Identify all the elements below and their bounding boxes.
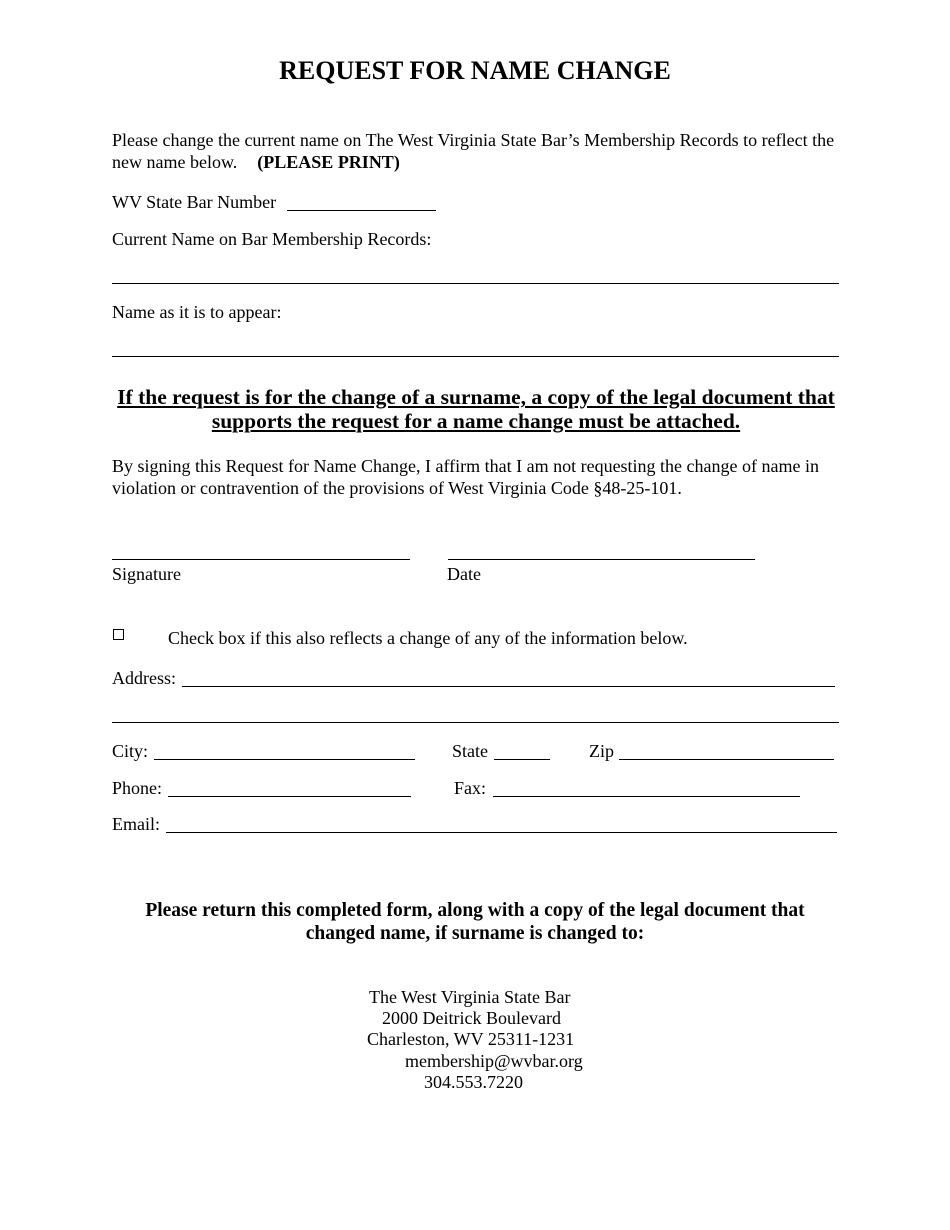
bar-number-field[interactable] [287, 210, 436, 211]
email-label: Email: [112, 814, 160, 834]
address-field-line-1[interactable] [182, 686, 835, 687]
email-field[interactable] [166, 832, 837, 833]
fax-label: Fax: [454, 778, 487, 798]
intro-paragraph [112, 129, 847, 173]
date-field[interactable] [448, 559, 755, 560]
org-name: The West Virginia State Bar [369, 987, 571, 1007]
address-label: Address: [112, 668, 176, 688]
contact-email[interactable]: membership@wvbar.org [405, 1051, 583, 1071]
street-address: 2000 Deitrick Boulevard [382, 1008, 561, 1028]
surname-notice: If the request is for the change of a surname, a copy of the legal document that supports the request for a name change must be attached. [117, 385, 835, 433]
fax-field[interactable] [493, 796, 800, 797]
state-field[interactable] [494, 759, 550, 760]
city-field[interactable] [154, 759, 415, 760]
checkbox-label: Check box if this also reflects a change of any of the information below. [168, 628, 688, 648]
info-change-checkbox[interactable] [113, 629, 124, 640]
new-name-field[interactable] [112, 356, 839, 357]
city-state-zip: Charleston, WV 25311-1231 [367, 1029, 575, 1049]
return-instructions: Please return this completed form, along with a copy of the legal document that changed name, if surname is changed to: [145, 900, 805, 944]
form-title: REQUEST FOR NAME CHANGE [279, 56, 671, 85]
state-label: State [452, 741, 488, 761]
signature-label: Signature [112, 564, 181, 584]
date-label: Date [447, 564, 481, 584]
zip-label: Zip [589, 741, 614, 761]
current-name-field[interactable] [112, 283, 839, 284]
current-name-label: Current Name on Bar Membership Records: [112, 229, 432, 249]
intro-text: Please change the current name on The West Virginia State Bar’s Membership Records to reflect the new name below. [112, 130, 835, 172]
address-field-line-2[interactable] [112, 722, 839, 723]
zip-field[interactable] [619, 759, 834, 760]
phone-label: Phone: [112, 778, 163, 798]
new-name-label: Name as it is to appear: [112, 302, 282, 322]
affirmation-paragraph: By signing this Request for Name Change, I affirm that I am not requesting the change of name in violation or contravention of the provisions of West Virginia Code §48-25-101. [112, 456, 819, 498]
city-label: City: [112, 741, 149, 761]
bar-number-label: WV State Bar Number [112, 192, 277, 212]
contact-phone: 304.553.7220 [424, 1072, 523, 1092]
signature-field[interactable] [112, 559, 410, 560]
please-print-note: (PLEASE PRINT) [257, 152, 400, 172]
phone-field[interactable] [168, 796, 411, 797]
